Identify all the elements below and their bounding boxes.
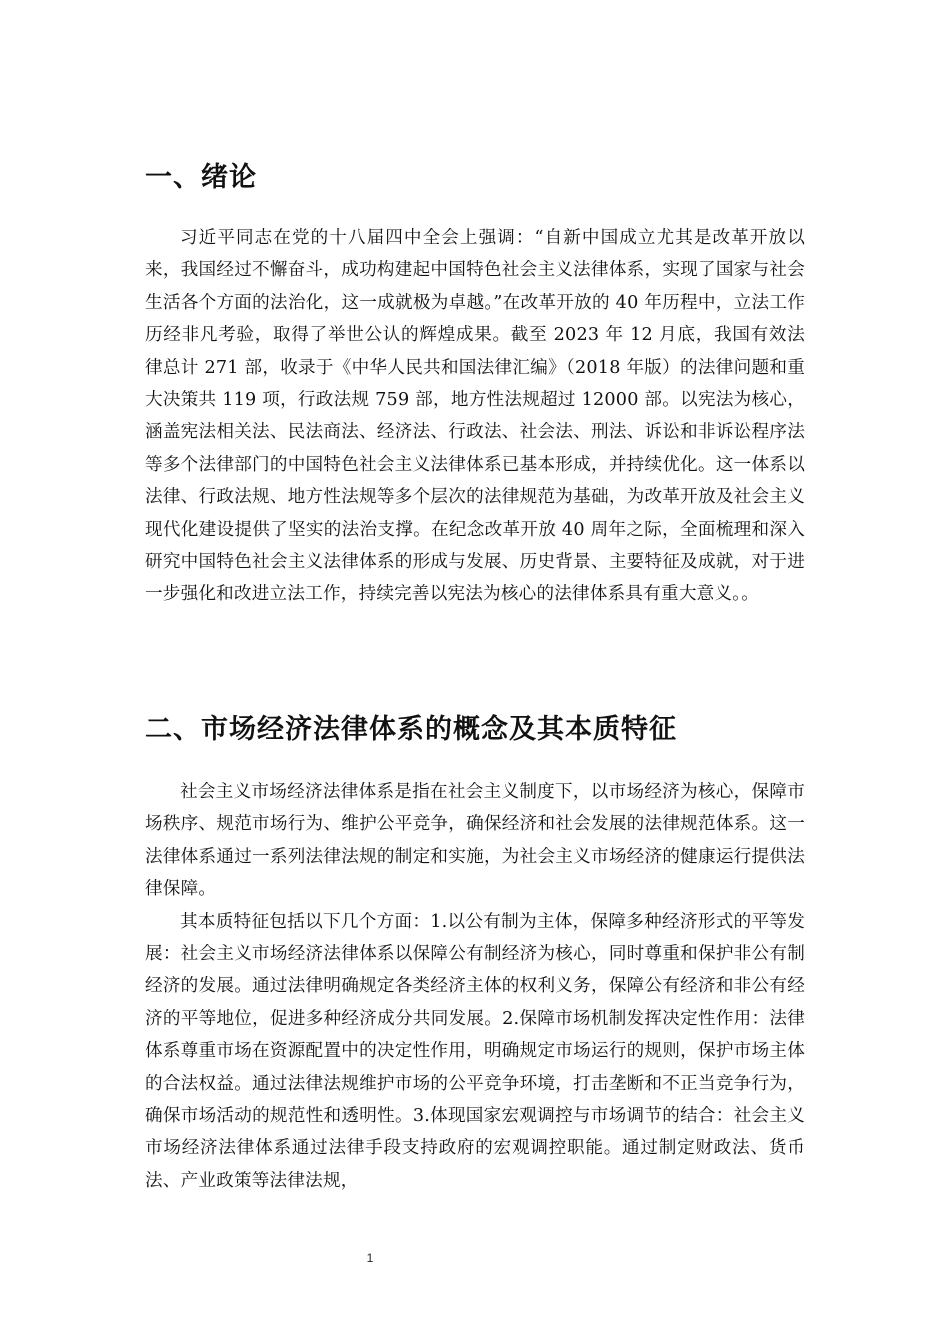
section-heading-market-economy-law: 二、市场经济法律体系的概念及其本质特征 — [145, 714, 677, 745]
section-body-market-economy-law — [145, 776, 805, 1197]
section-heading-introduction: 一、绪论 — [145, 162, 257, 193]
paragraph: 社会主义市场经济法律体系是指在社会主义制度下，以市场经济为核心，保障市场秩序、规范市场行为、维护公平竞争，确保经济和社会发展的法律规范体系。这一法律体系通过一系列法律法规的制定和实施，为社会主义市场经济的健康运行提供法律保障。 — [145, 782, 805, 900]
paragraph: 习近平同志在党的十八届四中全会上强调：“自新中国成立尤其是改革开放以来，我国经过不懈奋斗，成功构建起中国特色社会主义法律体系，实现了国家与社会生活各个方面的法治化，这一成就极为卓越。”在改革开放的 40 年历程中，立法工作历经非凡考验，取得了举世公认的辉煌成果。截至 2023 年 12 月底，我国有效法律总计 271 部，收录于《中华人民共和国法律汇编》（2018 年版）的法律问题和重大决策共 119 项，行政法规 759 部，地方性法规超过 12000 部。以宪法为核心，涵盖宪法相关法、民法商法、经济法、行政法、社会法、刑法、诉讼和非诉讼程序法等多个法律部门的中国特色社会主义法律体系已基本形成，并持续优化。这一体系以法律、行政法规、地方性法规等多个层次的法律规范为基础，为改革开放及社会主义现代化建设提供了坚实的法治支撑。在纪念改革开放 40 周年之际，全面梳理和深入研究中国特色社会主义法律体系的形成与发展、历史背景、主要特征及成就，对于进一步强化和改进立法工作，持续完善以宪法为核心的法律体系具有重大意义。。 — [145, 228, 805, 605]
page-number: 1 — [366, 1251, 374, 1265]
section-body-introduction — [145, 222, 805, 611]
paragraph: 其本质特征包括以下几个方面：1.以公有制为主体，保障多种经济形式的平等发展：社会主义市场经济法律体系以保障公有制经济为核心，同时尊重和保护非公有制经济的发展。通过法律明确规定各类经济主体的权利义务，保障公有经济和非公有经济的平等地位，促进多种经济成分共同发展。2.保障市场机制发挥决定性作用：法律体系尊重市场在资源配置中的决定性作用，明确规定市场运行的规则，保护市场主体的合法权益。通过法律法规维护市场的公平竞争环境，打击垄断和不正当竞争行为，确保市场活动的规范性和透明性。3.体现国家宏观调控与市场调节的结合：社会主义市场经济法律体系通过法律手段支持政府的宏观调控职能。通过制定财政法、货币法、产业政策等法律法规， — [145, 911, 805, 1191]
